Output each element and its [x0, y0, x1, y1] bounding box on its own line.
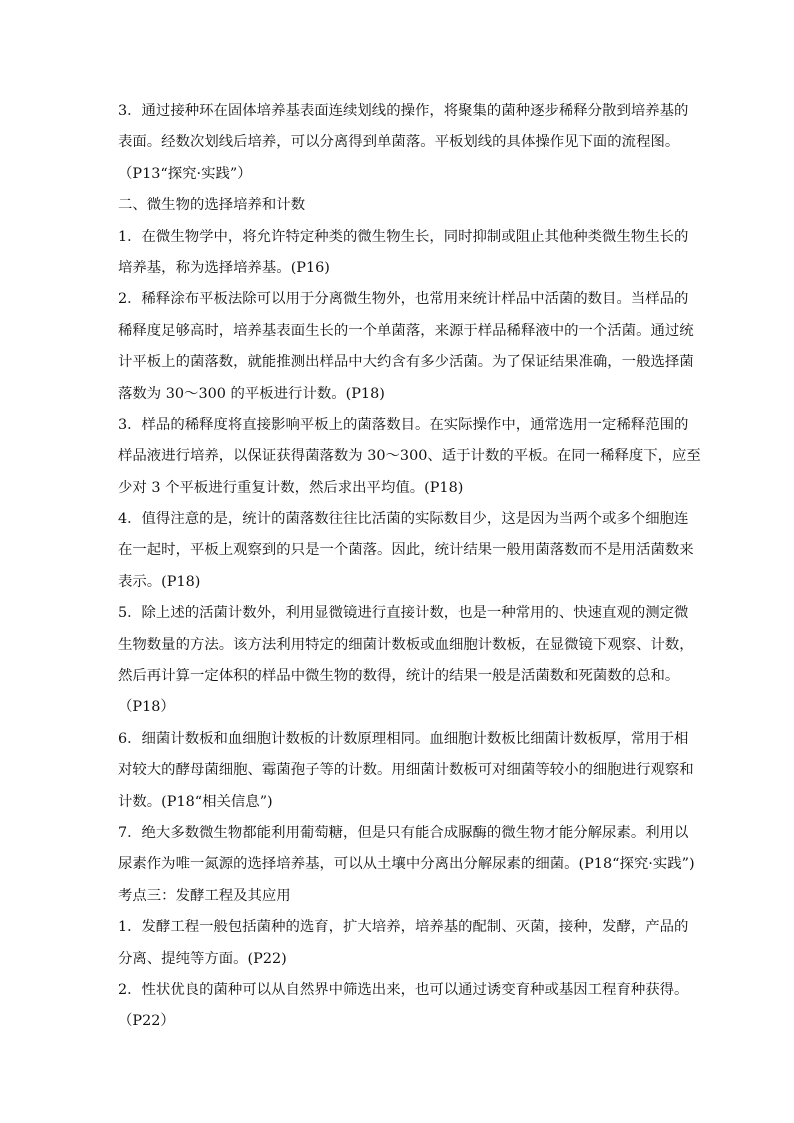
text-line: 6．细菌计数板和血细胞计数板的计数原理相同。血细胞计数板比细菌计数板厚，常用于相	[118, 730, 689, 747]
text-line: 然后再计算一定体积的样品中微生物的数得，统计的结果一般是活菌数和死菌数的总和。	[118, 668, 680, 685]
text-line: 生物数量的方法。该方法利用特定的细菌计数板或血细胞计数板，在显微镜下观察、计数，	[118, 636, 694, 653]
section-heading: 考点三：发酵工程及其应用	[118, 887, 291, 904]
text-line: 计数。(P18“相关信息”)	[118, 793, 273, 810]
text-line: 计平板上的菌落数，就能推测出样品中大约含有多少活菌。为了保证结果准确，一般选择菌	[118, 354, 694, 371]
document-page	[118, 101, 701, 1043]
text-line: 对较大的酵母菌细胞、霉菌孢子等的计数。用细菌计数板可对细菌等较小的细胞进行观察和	[118, 762, 694, 779]
text-line: 在一起时，平板上观察到的只是一个菌落。因此，统计结果一般用菌落数而不是用活菌数来	[118, 542, 694, 559]
text-line: （P18）	[118, 699, 175, 716]
text-line: 尿素作为唯一氮源的选择培养基，可以从土壤中分离出分解尿素的细菌。(P18“探究·实践”)	[118, 856, 695, 873]
text-line: 4．值得注意的是，统计的菌落数往往比活菌的实际数目少，这是因为当两个或多个细胞连	[118, 511, 689, 528]
text-line: 7．绝大多数微生物都能利用葡萄糖，但是只有能合成脲酶的微生物才能分解尿素。利用以	[118, 824, 689, 841]
text-line: 3．通过接种环在固体培养基表面连续划线的操作，将聚集的菌种逐步稀释分散到培养基的	[118, 103, 689, 119]
text-line: 落数为 30～300 的平板进行计数。(P18)	[118, 385, 385, 402]
text-line: 分离、提纯等方面。(P22)	[118, 950, 287, 967]
text-line: （P22）	[118, 1013, 175, 1030]
text-line: 2．性状优良的菌种可以从自然界中筛选出来，也可以通过诱变育种或基因工程育种获得。	[118, 981, 689, 998]
text-line: 稀释度足够高时，培养基表面生长的一个单菌落，来源于样品稀释液中的一个活菌。通过统	[118, 322, 694, 339]
text-line: 少对 3 个平板进行重复计数，然后求出平均值。(P18)	[118, 479, 464, 496]
section-heading: 二、微生物的选择培养和计数	[118, 197, 306, 214]
text-line: 1．在微生物学中，将允许特定种类的微生物生长，同时抑制或阻止其他种类微生物生长的	[118, 228, 689, 245]
text-line: 3．样品的稀释度将直接影响平板上的菌落数目。在实际操作中，通常选用一定稀释范围的	[118, 416, 689, 433]
text-line: 表面。经数次划线后培养，可以分离得到单菌落。平板划线的具体操作见下面的流程图。	[118, 134, 680, 151]
text-line: 2．稀释涂布平板法除可以用于分离微生物外，也常用来统计样品中活菌的数目。当样品的	[118, 291, 689, 308]
text-line: （P13“探究·实践”）	[118, 165, 252, 182]
text-line: 培养基，称为选择培养基。(P16)	[118, 259, 330, 276]
text-line: 1．发酵工程一般包括菌种的选育，扩大培养，培养基的配制、灭菌，接种，发酵，产品的	[118, 919, 689, 936]
text-line: 表示。(P18)	[118, 573, 201, 590]
text-line: 5．除上述的活菌计数外，利用显微镜进行直接计数，也是一种常用的、快速直观的测定微	[118, 605, 689, 622]
text-line: 样品液进行培养，以保证获得菌落数为 30～300、适于计数的平板。在同一稀释度下，应至	[118, 448, 701, 465]
